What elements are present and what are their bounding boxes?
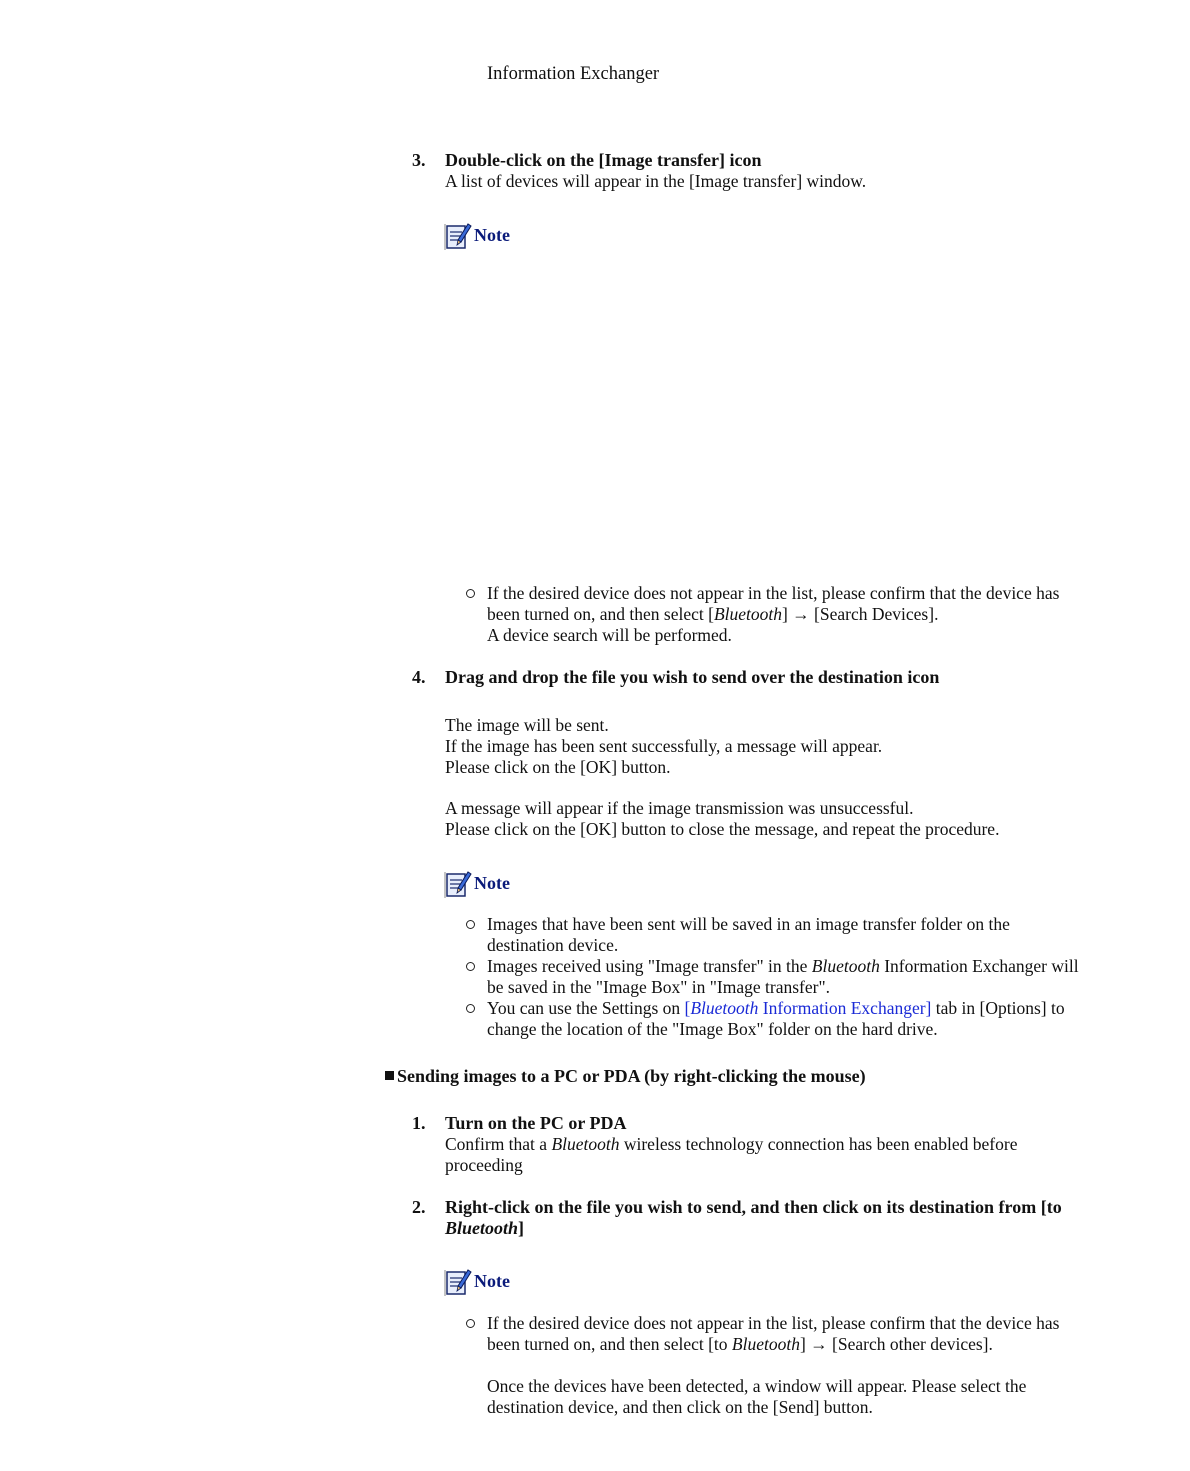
section-heading: Sending images to a PC or PDA (by right-clicking the mouse) xyxy=(385,1066,866,1087)
step-title: Double-click on the [Image transfer] icon xyxy=(445,150,762,170)
step-number: 3. xyxy=(412,150,426,170)
list-item: Images received using "Image transfer" in the Bluetooth Information Exchanger will be saved in the "Image Box" in "Image transfer". xyxy=(466,956,1086,998)
bluetooth-info-exchanger-link[interactable]: [Bluetooth Information Exchanger] xyxy=(684,998,932,1018)
list-item: If the desired device does not appear in the list, please confirm that the device has been turned on, and then select [Bluetooth] → [Search Devices]. A device search will be performed. xyxy=(466,583,1086,646)
note-icon xyxy=(444,220,472,250)
note-label: Note xyxy=(474,224,510,245)
step-4-paragraph-1: The image will be sent. If the image has been sent successfully, a message will appear. Please click on the [OK] button. xyxy=(445,715,883,777)
list-item-extra: A device search will be performed. xyxy=(487,625,732,645)
note-header xyxy=(444,220,510,250)
note-header xyxy=(444,1266,510,1296)
step-number: 4. xyxy=(412,667,426,687)
note-3-list xyxy=(466,1313,1086,1418)
list-item: If the desired device does not appear in the list, please confirm that the device has been turned on, and then select [to Bluetooth] → [Search other devices]. Once the devices have been detected, a window will appear. Please select the destination device, and then click on the [Send] button. xyxy=(466,1313,1086,1418)
step-4-paragraph-2: A message will appear if the image transmission was unsuccessful. Please click on the [OK] button to close the message, and repeat the procedure. xyxy=(445,798,1000,839)
step-title: Drag and drop the file you wish to send over the destination icon xyxy=(445,667,940,687)
step-body: Confirm that a Bluetooth wireless technology connection has been enabled before proceeding xyxy=(445,1134,1018,1175)
note-icon xyxy=(444,1266,472,1296)
list-item: Images that have been sent will be saved in an image transfer folder on the destination device. xyxy=(466,914,1086,956)
list-item: You can use the Settings on [Bluetooth Information Exchanger] tab in [Options] to change the location of the "Image Box" folder on the hard drive. xyxy=(466,998,1086,1040)
note-label: Note xyxy=(474,1270,510,1291)
step-number: 2. xyxy=(412,1197,426,1217)
step-title: Right-click on the file you wish to send, and then click on its destination from [to Bluetooth] xyxy=(445,1197,1062,1238)
note-icon xyxy=(444,868,472,898)
header-continuation: Information Exchanger xyxy=(487,64,660,84)
square-bullet-icon xyxy=(385,1071,394,1080)
step-number: 1. xyxy=(412,1113,426,1133)
section-step-2 xyxy=(412,1197,1092,1239)
note-1-list xyxy=(466,583,1086,646)
step-title: Turn on the PC or PDA xyxy=(445,1113,627,1133)
note-label: Note xyxy=(474,872,510,893)
note-2-list xyxy=(466,914,1086,1040)
note-header xyxy=(444,868,510,898)
step-body: A list of devices will appear in the [Image transfer] window. xyxy=(445,171,867,191)
step-4 xyxy=(412,667,1092,688)
section-step-1 xyxy=(412,1113,1092,1176)
step-3 xyxy=(412,150,1092,192)
list-item-extra: Once the devices have been detected, a window will appear. Please select the destination device, and then click on the [Send] button. xyxy=(487,1376,1027,1417)
